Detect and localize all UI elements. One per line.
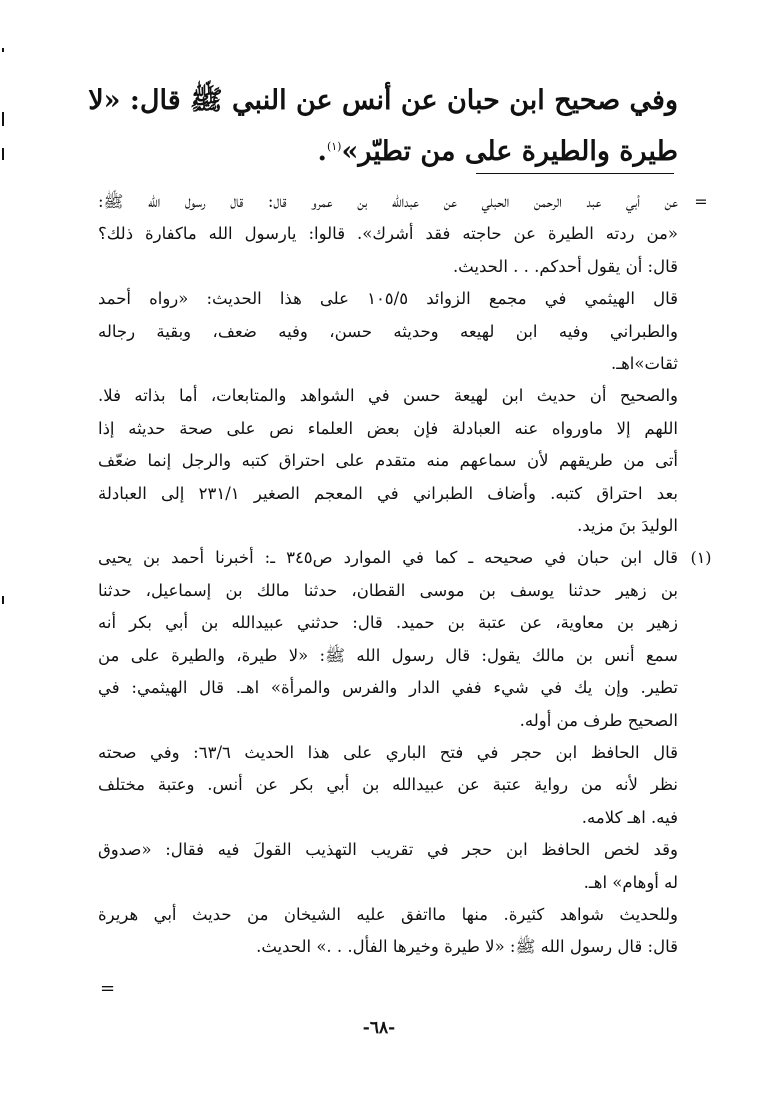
- continuation-marker: =: [694, 192, 708, 211]
- note-line: أتى من طريقهم لأن سماعهم منه متقدم على احتراق كتبه والرجل إنما ضعّف: [98, 451, 678, 471]
- margin-tick-mark: [2, 112, 4, 126]
- margin-tick-mark: [2, 48, 4, 52]
- note-line: قال: قال رسول الله ﷺ: «لا طيرة وخيرها الفأل. . .» الحديث.: [256, 937, 678, 957]
- main-text-period: .: [317, 136, 327, 167]
- note-line: عن أبي عبد الرحمن الحبلي عن عبدالله بن عمرو قال: قال رسول الله ﷺ:: [98, 192, 678, 211]
- footnote-1: [98, 542, 712, 736]
- note-block-shawahid: [98, 899, 678, 964]
- note-line: اللهم إلا ماورواه عنه العبادلة فإن بعض العلماء نص على صحة حديثه إذا: [98, 418, 678, 438]
- note-line: له أوهام» اهـ.: [583, 872, 678, 892]
- note-block-ibn-lahia: [98, 380, 678, 542]
- note-block-haythami: [98, 283, 678, 380]
- note-line: قال الحافظ ابن حجر في فتح الباري على هذا الحديث ٦٣/٦: وفي صحته: [98, 742, 678, 762]
- note-line: نظر لأنه من رواية عتبة عن عبيدالله بن أبي بكر عن أنس. وعتبة مختلف: [98, 775, 678, 795]
- margin-tick-mark: [2, 596, 4, 604]
- note-block-continued: [98, 186, 708, 283]
- main-text: [78, 78, 678, 175]
- note-line: وللحديث شواهد كثيرة. منها مااتفق عليه الشيخان من حديث أبي هريرة: [98, 904, 678, 924]
- note-line: بعد احتراق كتبه. وأضاف الطبراني في المعجم الصغير ٢٣١/١ إلى العبادلة: [98, 483, 678, 503]
- note-line: الوليدَ بنَ مزيد.: [577, 516, 678, 536]
- note-line: قال الهيثمي في مجمع الزوائد ١٠٥/٥ على هذا الحديث: «رواه أحمد: [98, 289, 678, 309]
- footnote-reference[interactable]: (١): [326, 140, 342, 153]
- note-line: فيه. اهـ كلامه.: [581, 807, 678, 827]
- note-line: بن زهير حدثنا يوسف بن موسى القطان، حدثنا مالك بن إسماعيل، حدثنا: [98, 580, 678, 600]
- note-block-taqrib: [98, 834, 678, 899]
- note-line: قال: أن يقول أحدكم. . . الحديث.: [452, 256, 678, 276]
- main-text-line: [78, 124, 678, 175]
- note-line: زهير بن معاوية، عن عتبة بن حميد. قال: حدثني عبيدالله بن أبي بكر أنه: [98, 613, 678, 633]
- main-text-line-content: طيرة والطيرة على من تطيّر»: [341, 136, 678, 167]
- page-number: -٦٨-: [362, 1018, 396, 1038]
- note-line: قال ابن حبان في صحيحه ـ كما في الموارد ص٣٤٥ ـ: أخبرنا أحمد بن يحيى: [98, 548, 678, 568]
- footnotes-section: [98, 186, 712, 964]
- note-line: والطبراني وفيه ابن لهيعه وحديثه حسن، وفيه ضعف، وبقية رجاله: [98, 321, 678, 341]
- note-line: تطير. وإن يك في شيء ففي الدار والفرس والمرأة» اهـ. قال الهيثمي: في: [98, 678, 678, 698]
- note-line: الصحيح طرف من أوله.: [519, 710, 678, 730]
- margin-tick-mark: [2, 148, 4, 160]
- note-line: «من ردته الطيرة عن حاجته فقد أشرك». قالوا: يارسول الله ماكفارة ذلك؟: [98, 224, 678, 244]
- note-block-ibn-hajar: [98, 737, 678, 834]
- note-line: والصحيح أن حديث ابن لهيعة حسن في الشواهد والمتابعات، أما بذاته فلا.: [98, 386, 678, 406]
- note-line: ثقات»اهـ.: [611, 354, 678, 374]
- footnote-number: (١): [690, 548, 712, 568]
- note-line: سمع أنس بن مالك يقول: قال رسول الله ﷺ: «لا طيرة، والطيرة على من: [98, 645, 678, 665]
- footnote-separator: [476, 173, 674, 174]
- continuation-marker-end: =: [100, 978, 116, 999]
- note-line: وقد لخص الحافظ ابن حجر في تقريب التهذيب القولَ فيه فقال: «صدوق: [98, 840, 678, 860]
- main-text-line: وفي صحيح ابن حبان عن أنس عن النبي ﷺ قال: «لا: [88, 85, 678, 116]
